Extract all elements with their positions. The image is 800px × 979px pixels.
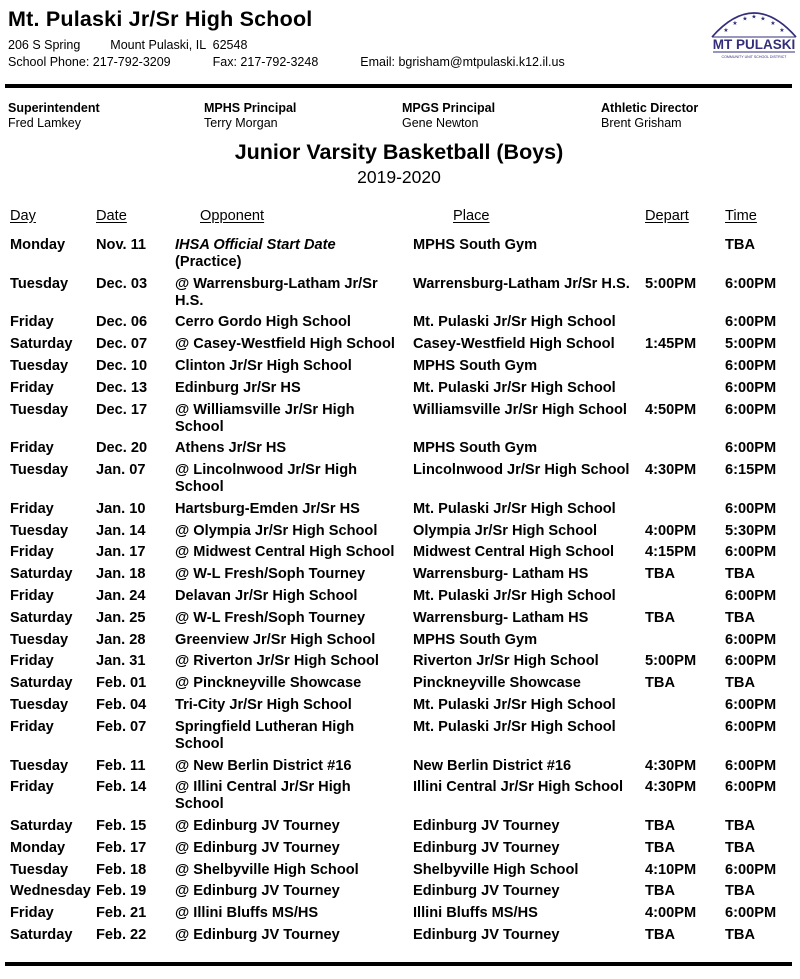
cell-place: Riverton Jr/Sr High School bbox=[413, 653, 599, 670]
table-row bbox=[10, 755, 790, 777]
cell-place: Casey-Westfield High School bbox=[413, 336, 615, 353]
svg-text:★: ★ bbox=[770, 21, 776, 27]
cell-place: Warrensburg-Latham Jr/Sr H.S. bbox=[413, 275, 630, 292]
cell-opponent: Athens Jr/Sr HS bbox=[175, 440, 287, 457]
cell-time: 6:00PM bbox=[725, 779, 777, 796]
cell-place: Mt. Pulaski Jr/Sr High School bbox=[413, 696, 616, 713]
cell-time: 6:00PM bbox=[725, 500, 777, 517]
cell-place: Warrensburg- Latham HS bbox=[413, 609, 589, 626]
cell-opponent: @ Illini Bluffs MS/HS bbox=[175, 905, 319, 922]
staff-mpgs-principal bbox=[402, 101, 495, 130]
cell-date: Dec. 03 bbox=[96, 275, 148, 292]
cell-opponent: Cerro Gordo High School bbox=[175, 314, 351, 331]
cell-day: Tuesday bbox=[10, 522, 69, 539]
cell-place: Mt. Pulaski Jr/Sr High School bbox=[413, 718, 616, 735]
cell-opponent: @ Shelbyville High School bbox=[175, 861, 359, 878]
staff-section bbox=[8, 101, 790, 132]
cell-depart: 1:45PM bbox=[645, 336, 697, 353]
cell-depart bbox=[645, 438, 725, 460]
cell-day: Tuesday bbox=[10, 757, 69, 774]
table-row bbox=[10, 460, 790, 499]
cell-day: Tuesday bbox=[10, 462, 69, 479]
svg-text:★: ★ bbox=[779, 28, 785, 34]
schedule-body bbox=[10, 235, 790, 947]
page-title: Junior Varsity Basketball (Boys) bbox=[234, 139, 564, 164]
cell-place: Olympia Jr/Sr High School bbox=[413, 522, 598, 539]
cell-place: MPHS South Gym bbox=[413, 358, 538, 375]
cell-depart: TBA bbox=[645, 818, 675, 835]
cell-date: Jan. 14 bbox=[96, 522, 146, 539]
table-row bbox=[10, 903, 790, 925]
table-row bbox=[10, 651, 790, 673]
cell-day: Wednesday bbox=[10, 883, 91, 900]
cell-place: Williamsville Jr/Sr High School bbox=[413, 401, 627, 418]
cell-place: Illini Central Jr/Sr High School bbox=[413, 779, 624, 796]
cell-day: Friday bbox=[10, 544, 54, 561]
cell-date: Jan. 10 bbox=[96, 500, 146, 517]
table-row bbox=[10, 673, 790, 695]
cell-opponent: @ Warrensburg-Latham Jr/Sr H.S. bbox=[175, 275, 378, 309]
staff-superintendent bbox=[8, 101, 100, 130]
cell-opponent: @ Olympia Jr/Sr High School bbox=[175, 522, 378, 539]
cell-opponent: Tri-City Jr/Sr High School bbox=[175, 696, 352, 713]
table-row bbox=[10, 837, 790, 859]
school-contact bbox=[8, 55, 790, 69]
cell-day: Tuesday bbox=[10, 358, 69, 375]
cell-opponent: @ Riverton Jr/Sr High School bbox=[175, 653, 379, 670]
cell-date: Dec. 20 bbox=[96, 440, 148, 457]
cell-time: TBA bbox=[725, 839, 755, 856]
cell-date: Feb. 11 bbox=[96, 757, 146, 774]
col-header-depart: Depart bbox=[645, 207, 689, 224]
cell-depart: 4:30PM bbox=[645, 462, 697, 479]
district-logo bbox=[708, 3, 800, 61]
cell-depart: 4:00PM bbox=[645, 905, 697, 922]
cell-place: Mt. Pulaski Jr/Sr High School bbox=[413, 314, 616, 331]
cell-date: Dec. 10 bbox=[96, 358, 148, 375]
table-row bbox=[10, 859, 790, 881]
cell-opponent: Delavan Jr/Sr High School bbox=[175, 588, 358, 605]
cell-day: Friday bbox=[10, 379, 54, 396]
cell-time: 6:00PM bbox=[725, 696, 777, 713]
cell-place: MPHS South Gym bbox=[413, 440, 538, 457]
table-row bbox=[10, 399, 790, 438]
col-header-time: Time bbox=[725, 207, 757, 224]
address-city: Mount Pulaski, IL 62548 bbox=[110, 38, 248, 52]
cell-time: TBA bbox=[725, 675, 755, 692]
cell-date: Feb. 15 bbox=[96, 818, 147, 835]
cell-date: Jan. 24 bbox=[96, 588, 146, 605]
cell-depart bbox=[645, 377, 725, 399]
address-street: 206 S Spring bbox=[8, 38, 81, 52]
cell-depart: 5:00PM bbox=[645, 653, 697, 670]
cell-depart bbox=[645, 716, 725, 755]
cell-place: Shelbyville High School bbox=[413, 861, 579, 878]
cell-depart: 4:00PM bbox=[645, 522, 697, 539]
cell-date: Jan. 18 bbox=[96, 566, 146, 583]
cell-day: Friday bbox=[10, 779, 54, 796]
cell-place: Lincolnwood Jr/Sr High School bbox=[413, 462, 630, 479]
cell-day: Tuesday bbox=[10, 401, 69, 418]
table-row bbox=[10, 629, 790, 651]
table-row bbox=[10, 235, 790, 274]
col-header-opponent: Opponent bbox=[200, 207, 265, 224]
cell-date: Feb. 22 bbox=[96, 926, 147, 943]
table-row bbox=[10, 334, 790, 356]
staff-role-label: MPGS Principal bbox=[402, 100, 496, 115]
col-header-date: Date bbox=[96, 207, 127, 224]
table-row bbox=[10, 312, 790, 334]
cell-day: Friday bbox=[10, 314, 54, 331]
cell-time: TBA bbox=[725, 609, 755, 626]
cell-date: Feb. 07 bbox=[96, 718, 147, 735]
table-row bbox=[10, 607, 790, 629]
cell-date: Dec. 06 bbox=[96, 314, 148, 331]
cell-opponent: @ Midwest Central High School bbox=[175, 544, 395, 561]
cell-day: Monday bbox=[10, 236, 66, 253]
cell-opponent: Hartsburg-Emden Jr/Sr HS bbox=[175, 500, 360, 517]
col-header-day: Day bbox=[10, 207, 36, 224]
staff-mphs-principal bbox=[204, 101, 296, 130]
cell-depart: TBA bbox=[645, 883, 675, 900]
cell-time: 6:00PM bbox=[725, 757, 777, 774]
table-row bbox=[10, 273, 790, 312]
table-row bbox=[10, 816, 790, 838]
svg-text:★: ★ bbox=[732, 21, 738, 27]
table-row bbox=[10, 520, 790, 542]
cell-depart bbox=[645, 499, 725, 521]
cell-opponent: @ Lincolnwood Jr/Sr High School bbox=[175, 462, 358, 496]
cell-day: Friday bbox=[10, 905, 54, 922]
cell-date: Feb. 01 bbox=[96, 675, 147, 692]
cell-time: 6:00PM bbox=[725, 905, 777, 922]
table-row bbox=[10, 586, 790, 608]
cell-date: Jan. 17 bbox=[96, 544, 146, 561]
cell-date: Nov. 11 bbox=[96, 236, 147, 253]
table-row bbox=[10, 499, 790, 521]
cell-place: Mt. Pulaski Jr/Sr High School bbox=[413, 500, 616, 517]
logo-tagline: COMMUNITY UNIT SCHOOL DISTRICT bbox=[721, 55, 787, 59]
school-email: Email: bgrisham@mtpulaski.k12.il.us bbox=[360, 55, 565, 69]
school-phone: School Phone: 217-792-3209 bbox=[8, 55, 171, 69]
footer-divider bbox=[5, 962, 792, 966]
cell-time: 6:00PM bbox=[725, 314, 777, 331]
staff-person-name: Terry Morgan bbox=[204, 115, 278, 130]
cell-day: Saturday bbox=[10, 675, 73, 692]
cell-time: 6:00PM bbox=[725, 718, 777, 735]
table-row bbox=[10, 564, 790, 586]
cell-time: 6:00PM bbox=[725, 358, 777, 375]
cell-time: 6:00PM bbox=[725, 653, 777, 670]
cell-day: Friday bbox=[10, 718, 54, 735]
cell-day: Saturday bbox=[10, 609, 73, 626]
cell-place: Mt. Pulaski Jr/Sr High School bbox=[413, 588, 616, 605]
cell-place: Edinburg JV Tourney bbox=[413, 883, 560, 900]
school-name: Mt. Pulaski Jr/Sr High School bbox=[8, 7, 313, 31]
cell-time: 5:30PM bbox=[725, 522, 777, 539]
cell-place: Warrensburg- Latham HS bbox=[413, 566, 589, 583]
cell-date: Jan. 31 bbox=[96, 653, 146, 670]
cell-opponent: @ W-L Fresh/Soph Tourney bbox=[175, 609, 366, 626]
cell-date: Feb. 19 bbox=[96, 883, 147, 900]
cell-day: Monday bbox=[10, 839, 66, 856]
staff-role-label: Superintendent bbox=[8, 100, 100, 115]
cell-opponent: @ Edinburg JV Tourney bbox=[175, 883, 340, 900]
cell-opponent: @ Edinburg JV Tourney bbox=[175, 818, 340, 835]
cell-time: TBA bbox=[725, 926, 755, 943]
table-row bbox=[10, 777, 790, 816]
cell-depart bbox=[645, 312, 725, 334]
table-row bbox=[10, 881, 790, 903]
cell-place: MPHS South Gym bbox=[413, 236, 538, 253]
svg-text:★: ★ bbox=[723, 28, 729, 34]
cell-date: Feb. 14 bbox=[96, 779, 147, 796]
cell-time: TBA bbox=[725, 236, 755, 253]
cell-time: 6:00PM bbox=[725, 588, 777, 605]
schedule-header-row bbox=[10, 205, 790, 235]
cell-day: Saturday bbox=[10, 336, 73, 353]
header-divider bbox=[5, 84, 792, 88]
cell-place: Edinburg JV Tourney bbox=[413, 926, 560, 943]
staff-role-label: Athletic Director bbox=[601, 100, 699, 115]
cell-opponent: @ Illini Central Jr/Sr High School bbox=[175, 779, 351, 813]
cell-day: Friday bbox=[10, 500, 54, 517]
cell-date: Dec. 07 bbox=[96, 336, 148, 353]
cell-day: Saturday bbox=[10, 926, 73, 943]
school-address bbox=[8, 38, 790, 52]
cell-date: Jan. 07 bbox=[96, 462, 146, 479]
cell-time: 6:15PM bbox=[725, 462, 777, 479]
cell-place: Midwest Central High School bbox=[413, 544, 615, 561]
cell-time: 6:00PM bbox=[725, 861, 777, 878]
cell-opponent: Greenview Jr/Sr High School bbox=[175, 631, 376, 648]
cell-depart: 4:50PM bbox=[645, 401, 697, 418]
cell-opponent: Edinburg Jr/Sr HS bbox=[175, 379, 301, 396]
cell-day: Tuesday bbox=[10, 275, 69, 292]
cell-depart bbox=[645, 695, 725, 717]
cell-opponent: @ New Berlin District #16 bbox=[175, 757, 352, 774]
staff-athletic-director bbox=[601, 101, 698, 130]
cell-depart: 5:00PM bbox=[645, 275, 697, 292]
cell-date: Dec. 17 bbox=[96, 401, 148, 418]
cell-time: 6:00PM bbox=[725, 544, 777, 561]
cell-opponent: @ Edinburg JV Tourney bbox=[175, 839, 340, 856]
staff-person-name: Fred Lamkey bbox=[8, 115, 81, 130]
logo-text: MT PULASKI bbox=[712, 37, 796, 52]
cell-date: Dec. 13 bbox=[96, 379, 148, 396]
cell-time: 6:00PM bbox=[725, 275, 777, 292]
table-row bbox=[10, 542, 790, 564]
cell-time: 5:00PM bbox=[725, 336, 777, 353]
table-row bbox=[10, 716, 790, 755]
cell-place: Edinburg JV Tourney bbox=[413, 818, 560, 835]
cell-depart bbox=[645, 629, 725, 651]
cell-depart: 4:15PM bbox=[645, 544, 697, 561]
svg-text:★: ★ bbox=[742, 16, 748, 23]
cell-day: Friday bbox=[10, 440, 54, 457]
cell-opponent: @ W-L Fresh/Soph Tourney bbox=[175, 566, 366, 583]
cell-time: TBA bbox=[725, 818, 755, 835]
table-row bbox=[10, 377, 790, 399]
cell-day: Saturday bbox=[10, 818, 73, 835]
cell-place: New Berlin District #16 bbox=[413, 757, 572, 774]
cell-opponent: IHSA Official Start Date (Practice) bbox=[175, 236, 336, 270]
cell-day: Friday bbox=[10, 588, 54, 605]
cell-day: Tuesday bbox=[10, 631, 69, 648]
staff-person-name: Brent Grisham bbox=[601, 115, 682, 130]
svg-text:★: ★ bbox=[760, 16, 766, 23]
table-row bbox=[10, 438, 790, 460]
cell-depart: TBA bbox=[645, 839, 675, 856]
cell-time: TBA bbox=[725, 566, 755, 583]
cell-opponent: @ Williamsville Jr/Sr High School bbox=[175, 401, 355, 435]
school-fax: Fax: 217-792-3248 bbox=[212, 55, 319, 69]
table-row bbox=[10, 925, 790, 947]
cell-time: 6:00PM bbox=[725, 379, 777, 396]
col-header-place: Place bbox=[453, 207, 490, 224]
cell-date: Feb. 04 bbox=[96, 696, 147, 713]
cell-place: Pinckneyville Showcase bbox=[413, 675, 581, 692]
cell-opponent: @ Pinckneyville Showcase bbox=[175, 675, 362, 692]
cell-time: 6:00PM bbox=[725, 401, 777, 418]
cell-day: Tuesday bbox=[10, 861, 69, 878]
cell-time: TBA bbox=[725, 883, 755, 900]
cell-depart: 4:30PM bbox=[645, 757, 697, 774]
schedule-table bbox=[10, 205, 790, 947]
cell-day: Friday bbox=[10, 653, 54, 670]
svg-text:★: ★ bbox=[751, 14, 757, 21]
cell-time: 6:00PM bbox=[725, 631, 777, 648]
cell-depart bbox=[645, 356, 725, 378]
cell-date: Feb. 18 bbox=[96, 861, 147, 878]
cell-depart: TBA bbox=[645, 926, 675, 943]
school-header bbox=[8, 7, 796, 69]
cell-opponent: @ Edinburg JV Tourney bbox=[175, 926, 340, 943]
cell-depart: TBA bbox=[645, 609, 675, 626]
cell-depart: TBA bbox=[645, 675, 675, 692]
cell-day: Tuesday bbox=[10, 696, 69, 713]
cell-place: Mt. Pulaski Jr/Sr High School bbox=[413, 379, 616, 396]
cell-depart bbox=[645, 235, 725, 274]
staff-role-label: MPHS Principal bbox=[204, 100, 297, 115]
cell-place: MPHS South Gym bbox=[413, 631, 538, 648]
cell-date: Feb. 21 bbox=[96, 905, 147, 922]
logo-dome-icon bbox=[712, 13, 796, 37]
cell-opponent: Springfield Lutheran High School bbox=[175, 718, 355, 752]
cell-time: 6:00PM bbox=[725, 440, 777, 457]
cell-date: Feb. 17 bbox=[96, 839, 147, 856]
cell-opponent: Clinton Jr/Sr High School bbox=[175, 358, 352, 375]
table-row bbox=[10, 356, 790, 378]
staff-person-name: Gene Newton bbox=[402, 115, 479, 130]
cell-depart: 4:30PM bbox=[645, 779, 697, 796]
cell-date: Jan. 28 bbox=[96, 631, 146, 648]
season-subtitle: 2019-2020 bbox=[357, 166, 441, 187]
cell-depart bbox=[645, 586, 725, 608]
cell-depart: TBA bbox=[645, 566, 675, 583]
table-row bbox=[10, 695, 790, 717]
cell-opponent: @ Casey-Westfield High School bbox=[175, 336, 395, 353]
cell-date: Jan. 25 bbox=[96, 609, 146, 626]
cell-place: Edinburg JV Tourney bbox=[413, 839, 560, 856]
cell-day: Saturday bbox=[10, 566, 73, 583]
cell-place: Illini Bluffs MS/HS bbox=[413, 905, 538, 922]
cell-depart: 4:10PM bbox=[645, 861, 697, 878]
